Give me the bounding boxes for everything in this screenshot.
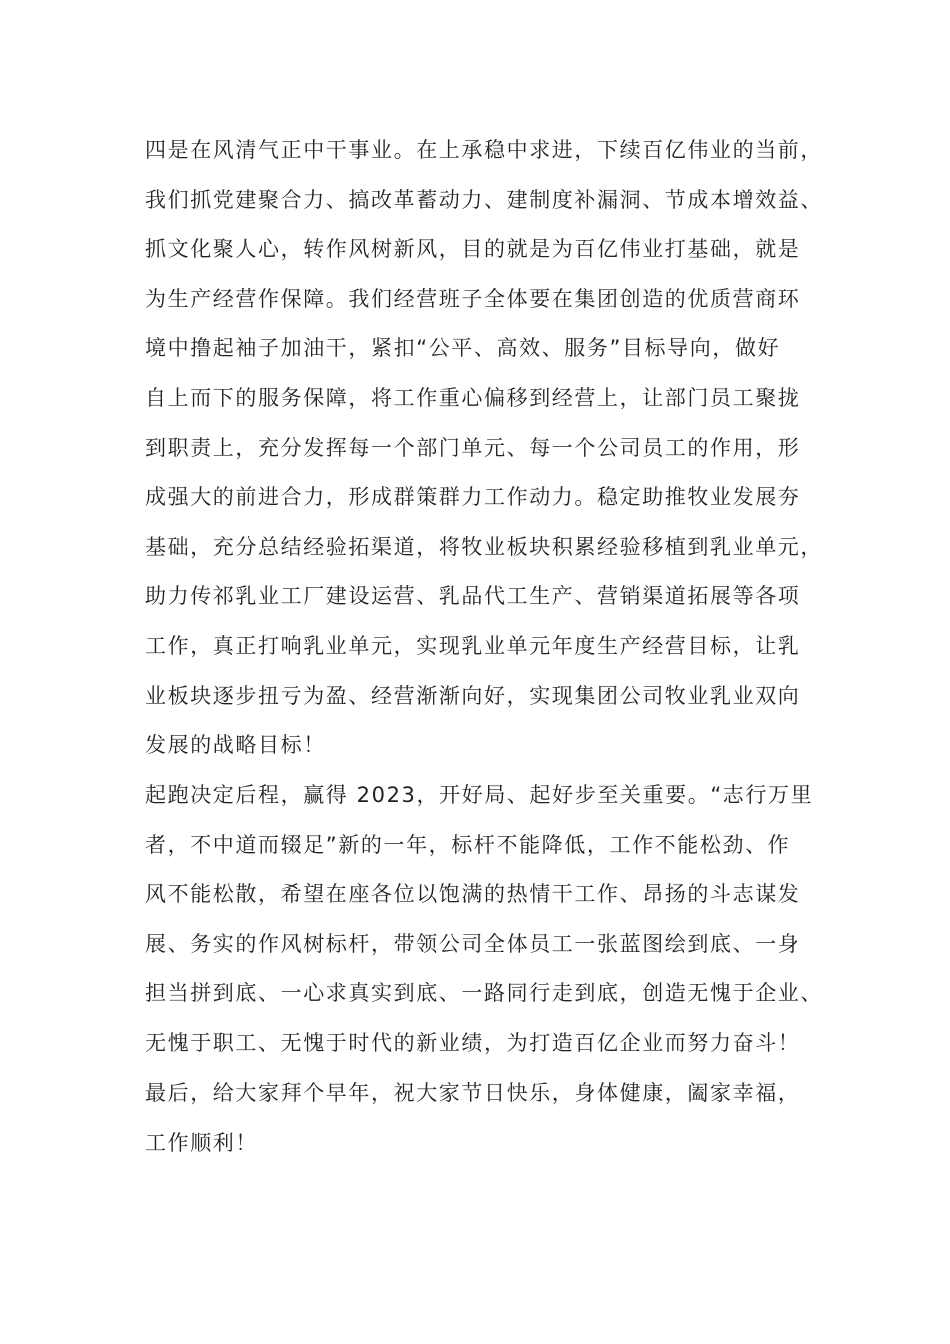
- paragraph-3: [145, 1069, 825, 1168]
- text-line: 工作，真正打响乳业单元，实现乳业单元年度生产经营目标，让乳: [145, 633, 801, 658]
- text-line: 起跑决定后程，赢得 2023，开好局、起好步至关重要。“志行万里: [145, 783, 814, 807]
- text-line: 担当拼到底、一心求真实到底、一路同行走到底，创造无愧于企业、: [145, 981, 823, 1006]
- text-line: 我们抓党建聚合力、搞改革蓄动力、建制度补漏洞、节成本增效益、: [145, 187, 823, 212]
- text-line: 四是在风清气正中干事业。在上承稳中求进，下续百亿伟业的当前，: [145, 138, 823, 162]
- text-line: 基础，充分总结经验拓渠道，将牧业板块积累经验移植到乳业单元，: [145, 534, 823, 559]
- text-line: 境中撸起袖子加油干，紧扣“公平、高效、服务”目标导向，做好: [145, 336, 781, 361]
- text-line: 自上而下的服务保障，将工作重心偏移到经营上，让部门员工聚拢: [145, 385, 801, 410]
- text-line: 发展的战略目标！: [145, 733, 326, 758]
- text-line: 最后，给大家拜个早年，祝大家节日快乐，身体健康，阖家幸福，: [145, 1081, 801, 1105]
- text-line: 业板块逐步扭亏为盈、经营渐渐向好，实现集团公司牧业乳业双向: [145, 683, 801, 708]
- text-line: 者，不中道而辍足”新的一年，标杆不能降低，工作不能松劲、作: [145, 832, 791, 857]
- text-line: 风不能松散，希望在座各位以饱满的热情干工作、昂扬的斗志谋发: [145, 882, 801, 907]
- text-line: 展、务实的作风树标杆，带领公司全体员工一张蓝图绘到底、一身: [145, 931, 801, 956]
- text-line: 无愧于职工、无愧于时代的新业绩，为打造百亿企业而努力奋斗！: [145, 1030, 801, 1055]
- text-line: 成强大的前进合力，形成群策群力工作动力。稳定助推牧业发展夯: [145, 485, 801, 510]
- text-line: 到职责上，充分发挥每一个部门单元、每一个公司员工的作用，形: [145, 435, 801, 460]
- text-line: 抓文化聚人心，转作风树新风，目的就是为百亿伟业打基础，就是: [145, 237, 801, 262]
- text-line: 助力传祁乳业工厂建设运营、乳品代工生产、营销渠道拓展等各项: [145, 584, 801, 609]
- paragraph-2: [145, 771, 825, 1069]
- paragraph-1: [145, 126, 825, 771]
- text-line: 为生产经营作保障。我们经营班子全体要在集团创造的优质营商环: [145, 286, 801, 311]
- text-line: 工作顺利！: [145, 1130, 258, 1155]
